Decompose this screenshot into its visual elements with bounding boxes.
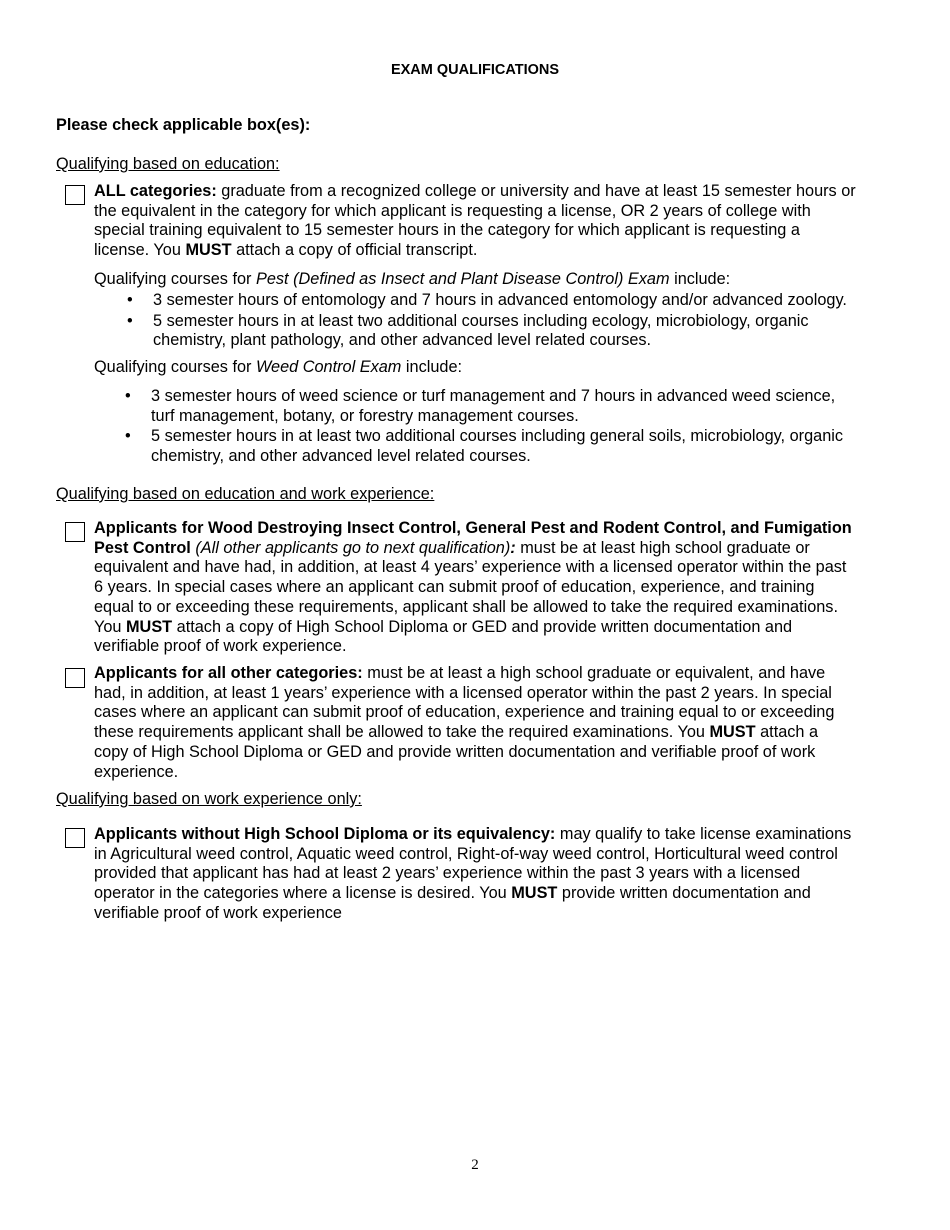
page-number: 2 (471, 1157, 479, 1173)
text-line: Applicants for Wood Destroying Insect Control, General Pest and Rodent Control, and Fumigation (94, 519, 852, 537)
text-line: attach a copy of official transcript. (231, 241, 478, 260)
must-emphasis: MUST (185, 241, 232, 260)
text-run: attach a (755, 723, 819, 742)
must-emphasis: MUST (126, 617, 173, 636)
text-run: provide written documentation and (557, 884, 811, 903)
list-item (125, 387, 843, 426)
text-line: copy of High School Diploma or GED and provide written documentation and verifiable proof of work (94, 742, 816, 761)
text-line: equal to or exceeding these requirements, applicant shall be allowed to take the required examinations. (94, 597, 838, 616)
pest-courses-intro (94, 270, 900, 290)
must-emphasis: MUST (709, 723, 756, 742)
text-run: Applicants without High School Diploma or its equivalency: (94, 825, 556, 843)
text-line: special training equivalent to 15 semester hours in the category for which applicant is requesting a (94, 221, 800, 240)
list-item-text: chemistry, plant pathology, and other advanced level related courses. (153, 331, 652, 350)
weed-courses-intro (94, 358, 900, 378)
text-run: must be at least high school graduate or (515, 538, 810, 557)
text-line: verifiable proof of work experience. (94, 637, 347, 656)
weed-courses-list (125, 387, 844, 467)
text-run: operator in the categories where a license is desired. You (94, 884, 512, 903)
page-title: EXAM QUALIFICATIONS (390, 62, 560, 78)
text-line: license. You (94, 241, 186, 260)
list-item (127, 311, 847, 351)
text-line: graduate from a recognized college or university and have at least 15 semester hours or (216, 182, 856, 200)
text-line: in Agricultural weed control, Aquatic weed control, Right-of-way weed control, Horticultural weed control (94, 844, 838, 863)
pest-courses-list (127, 291, 847, 351)
list-item (127, 291, 847, 311)
checkbox-all-categories[interactable] (65, 185, 85, 205)
list-item (125, 427, 844, 466)
section-heading-education-work: Qualifying based on education and work experience: (56, 485, 435, 503)
section-heading-education: Qualifying based on education: (56, 155, 280, 173)
instruction-text: Please check applicable box(es): (56, 116, 311, 134)
text-line: 6 years. In special cases where an applicant can submit proof of education, experience, and training (94, 578, 815, 597)
exam-name-weed: Weed Control Exam (255, 358, 402, 376)
text-run: may qualify to take license examinations (555, 825, 852, 843)
text-line: the equivalent in the category for which applicant is requesting a license, OR 2 years of college with (94, 201, 811, 220)
paragraph-all-categories (94, 182, 900, 261)
text-run: attach a copy of High School Diploma or GED and provide written documentation and (172, 617, 793, 636)
list-item-text: 5 semester hours in at least two additional courses including general soils, microbiology, organic (151, 427, 844, 446)
text-run: Applicants for all other categories: (94, 664, 363, 682)
text-run: include: (669, 270, 731, 288)
bullet-icon: • (125, 427, 131, 446)
text-line: experience. (94, 762, 179, 781)
bullet-icon: • (127, 291, 133, 309)
list-item-text: chemistry, and other advanced level related courses. (151, 447, 531, 466)
exam-name-pest: Pest (Defined as Insect and Plant Disease Control) Exam (255, 270, 670, 288)
text-run: Qualifying courses for (94, 270, 256, 288)
list-item-text: 3 semester hours of weed science or turf management and 7 hours in advanced weed science, (151, 387, 836, 405)
text-line: verifiable proof of work experience (94, 903, 342, 922)
text-line: equivalent and have had, in addition, at least 4 years’ experience with a licensed operator within the past (94, 558, 847, 577)
text-run: Qualifying courses for (94, 358, 256, 376)
list-item-text: 3 semester hours of entomology and 7 hours in advanced entomology and/or advanced zoology. (153, 291, 847, 309)
text-run: (All other applicants go to next qualification) (190, 538, 511, 557)
text-run: You (94, 617, 126, 636)
checkbox-wood-destroying[interactable] (65, 522, 85, 542)
text-run: Pest Control (94, 538, 191, 557)
text-line: had, in addition, at least 1 years’ experience with a licensed operator within the past 2 years. In special (94, 683, 832, 702)
section-heading-work-only: Qualifying based on work experience only: (56, 790, 362, 808)
bullet-icon: • (125, 387, 131, 405)
list-item-text: 5 semester hours in at least two additional courses including ecology, microbiology, organic (153, 311, 809, 330)
text-line: cases where an applicant can submit proof of education, experience and training equal to or exceeding (94, 703, 835, 722)
checkbox-no-diploma[interactable] (65, 828, 85, 848)
text-run: must be at least a high school graduate or equivalent, and have (362, 664, 826, 682)
paragraph-wood-destroying (94, 519, 900, 657)
bullet-icon: • (127, 311, 133, 330)
text-line: provided that applicant has had at least 2 years’ experience within the past 3 years with a licensed (94, 864, 801, 883)
all-categories-lead: ALL categories: (94, 182, 217, 200)
paragraph-all-other-categories (94, 664, 900, 782)
list-item-text: turf management, botany, or forestry management courses. (151, 406, 579, 425)
must-emphasis: MUST (511, 884, 558, 903)
text-run: include: (401, 358, 463, 376)
text-run: : (510, 538, 516, 557)
paragraph-no-diploma (94, 825, 900, 924)
checkbox-all-other-categories[interactable] (65, 668, 85, 688)
text-run: these requirements applicant shall be allowed to take the required examinations. You (94, 723, 710, 742)
